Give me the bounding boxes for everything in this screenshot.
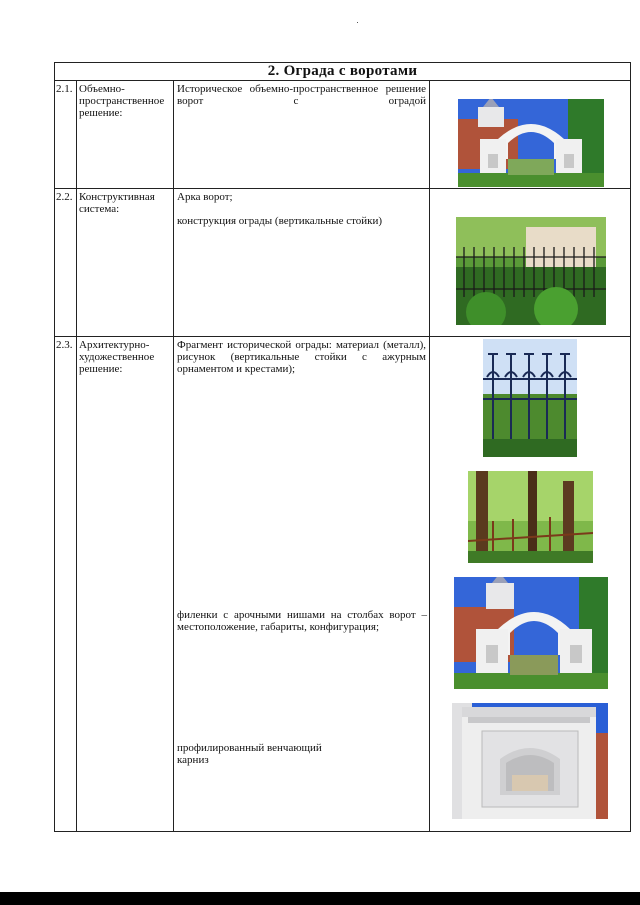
description-text: филенки с арочными нишами на столбах ворот – местоположение, габариты, конфигурация; bbox=[177, 609, 427, 633]
row-name: Конструктивная система: bbox=[77, 189, 174, 337]
description-text: профилированный венчающий карниз bbox=[177, 742, 322, 766]
description-text: конструкция ограды (вертикальные стойки) bbox=[177, 215, 383, 227]
row-description bbox=[174, 189, 430, 337]
rusty-fence-trees-photo bbox=[468, 471, 593, 563]
section-table bbox=[54, 62, 631, 832]
table-row bbox=[55, 189, 631, 337]
fence-crosses-photo bbox=[483, 339, 577, 457]
gate-arch-church-photo bbox=[458, 99, 604, 187]
row-number: 2.1. bbox=[55, 81, 77, 189]
image-cell bbox=[430, 189, 631, 337]
gate-arch-church-photo-2 bbox=[454, 577, 608, 689]
description-text: Историческое объемно-пространственное решение ворот с оградой bbox=[177, 83, 426, 107]
row-name: Архитектурно-художественное решение: bbox=[77, 337, 174, 832]
table-row bbox=[55, 337, 631, 832]
description-text: Арка ворот; bbox=[177, 191, 233, 203]
row-number: 2.2. bbox=[55, 189, 77, 337]
table-row bbox=[55, 81, 631, 189]
scan-bottom-edge bbox=[0, 892, 640, 905]
row-description bbox=[174, 81, 430, 189]
section-title: 2. Ограда с воротами bbox=[55, 63, 631, 81]
scan-speck bbox=[357, 22, 358, 23]
fence-greenery-photo bbox=[456, 217, 606, 325]
pillar-niche-closeup-photo bbox=[452, 703, 608, 819]
row-name: Объемно-пространственное решение: bbox=[77, 81, 174, 189]
row-number: 2.3. bbox=[55, 337, 77, 832]
description-text: Фрагмент исторической ограды: материал (металл), рисунок (вертикальные стойки с ажурным орнаментом и крестами); bbox=[177, 339, 426, 375]
image-cell bbox=[430, 337, 631, 832]
row-description bbox=[174, 337, 430, 832]
image-cell bbox=[430, 81, 631, 189]
